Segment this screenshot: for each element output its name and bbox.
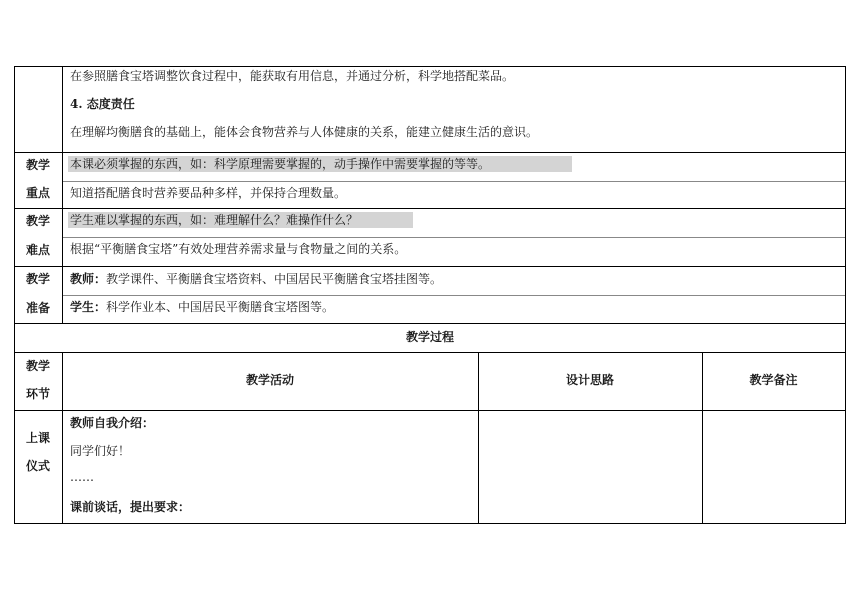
table-border-left xyxy=(14,66,15,524)
row-label-difficulty-top: 教学 xyxy=(25,214,50,228)
row-divider xyxy=(14,323,846,324)
row-label-prep-top: 教学 xyxy=(25,272,50,286)
activity-intro: 教师自我介绍： xyxy=(70,416,155,430)
student-label: 学生： xyxy=(70,300,107,314)
header-stage-top: 教学 xyxy=(25,359,50,373)
row-divider xyxy=(14,352,846,353)
column-divider xyxy=(62,66,63,324)
header-stage-bottom: 环节 xyxy=(25,387,50,401)
student-prep-text: 科学作业本、中国居民平衡膳食宝塔图等。 xyxy=(106,300,335,314)
stage-label-top: 上课 xyxy=(25,431,50,445)
header-design: 设计思路 xyxy=(565,373,614,387)
row-divider xyxy=(14,410,846,411)
teacher-prep-text: 教学课件、平衡膳食宝塔资料、中国居民平衡膳食宝塔挂图等。 xyxy=(106,272,443,286)
objective-text: 在理解均衡膳食的基础上，能体会食物营养与人体健康的关系，能建立健康生活的意识。 xyxy=(70,125,539,139)
table-border-top xyxy=(14,66,846,67)
difficulty-content: 根据“平衡膳食宝塔”有效处理营养需求量与食物量之间的关系。 xyxy=(70,242,407,256)
activity-ellipsis: …… xyxy=(70,470,94,484)
table-border-bottom xyxy=(14,523,846,524)
row-divider xyxy=(62,295,846,296)
header-notes: 教学备注 xyxy=(749,373,798,387)
activity-pre-talk: 课前谈话，提出要求： xyxy=(70,500,191,514)
activity-greeting: 同学们好！ xyxy=(70,444,131,458)
teacher-prep xyxy=(70,271,442,287)
header-activity: 教学活动 xyxy=(245,373,294,387)
stage-label-bottom: 仪式 xyxy=(25,459,50,473)
focus-hint: 本课必须掌握的东西，如：科学原理需要掌握的，动手操作中需要掌握的等等。 xyxy=(68,156,572,172)
objective-text: 在参照膳食宝塔调整饮食过程中，能获取有用信息，并通过分析，科学地搭配菜品。 xyxy=(70,69,515,83)
student-prep xyxy=(70,299,334,315)
difficulty-hint: 学生难以掌握的东西，如：难理解什么？难操作什么？ xyxy=(68,212,413,228)
teacher-label: 教师： xyxy=(70,272,107,286)
row-label-focus-top: 教学 xyxy=(25,158,50,172)
section-heading: 4. 态度责任 xyxy=(70,97,135,111)
row-label-prep-bottom: 准备 xyxy=(25,301,50,315)
row-divider xyxy=(62,181,846,182)
row-divider xyxy=(62,237,846,238)
row-divider xyxy=(14,152,846,153)
process-title: 教学过程 xyxy=(405,330,454,344)
focus-content: 知道搭配膳食时营养要品种多样，并保持合理数量。 xyxy=(70,186,347,200)
row-divider xyxy=(14,266,846,267)
table-border-right xyxy=(845,66,846,524)
row-label-difficulty-bottom: 难点 xyxy=(25,243,50,257)
row-divider xyxy=(14,208,846,209)
row-label-focus-bottom: 重点 xyxy=(25,186,50,200)
